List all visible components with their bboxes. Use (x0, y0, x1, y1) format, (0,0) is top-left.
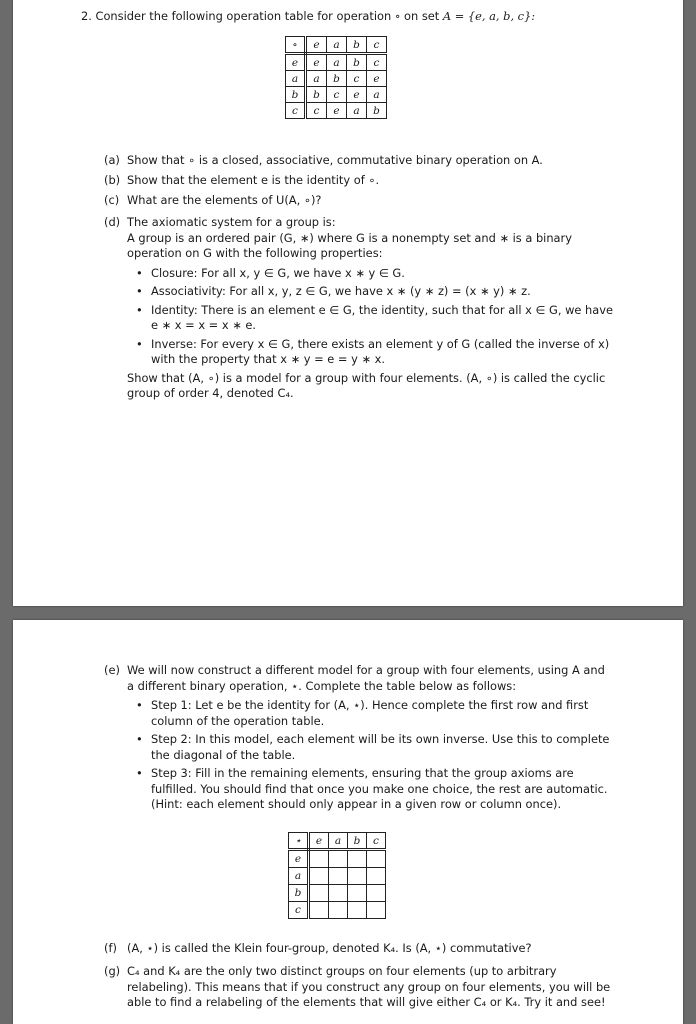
empty-cell[interactable] (329, 902, 348, 919)
table-cell: a (306, 71, 327, 87)
table-row (289, 885, 386, 902)
table-row (289, 902, 386, 919)
empty-cell[interactable] (329, 868, 348, 885)
table-header-cell: e (306, 37, 327, 54)
operation-table-star (288, 832, 386, 919)
table-row (289, 850, 386, 868)
intro-tail: on set (404, 9, 440, 23)
table-header-cell: a (327, 37, 347, 54)
table-header-cell: c (367, 37, 387, 54)
steps-list (127, 698, 613, 813)
empty-cell[interactable] (309, 850, 329, 868)
list-item: • Identity: There is an element e ∈ G, the identity, such that for all x ∈ G, we have e ∗ x = x = x ∗ e. (127, 303, 613, 334)
table-header-row (286, 37, 387, 54)
problem-intro (81, 9, 535, 25)
empty-cell[interactable] (348, 868, 367, 885)
empty-cell[interactable] (309, 885, 329, 902)
table-row-label: a (289, 868, 309, 885)
table-row-label: e (286, 54, 306, 71)
part-b-label: (b) (104, 173, 121, 187)
part-f-text: (A, ⋆) is called the Klein four-group, denoted K₄. Is (A, ⋆) commutative? (127, 941, 532, 955)
table-cell: e (347, 87, 367, 103)
page-1 (13, 0, 683, 606)
table-header-row (289, 833, 386, 850)
intro-text: Consider the following operation table for operation (95, 9, 392, 23)
table-row-label: e (289, 850, 309, 868)
op-symbol: ∘ (394, 9, 401, 23)
part-e-body (127, 663, 613, 816)
part-f-label: (f) (104, 941, 117, 955)
part-g-text: C₄ and K₄ are the only two distinct groups on four elements (up to arbitrary relabeling). This means that if you construct any group on four elements, you will be able to find a relabeling of the elements that will give either C₄ or K₄. Try it and see! (127, 964, 611, 1009)
table-row-label: a (286, 71, 306, 87)
part-c-label: (c) (104, 193, 120, 207)
list-item: • Associativity: For all x, y, z ∈ G, we have x ∗ (y ∗ z) = (x ∗ y) ∗ z. (127, 284, 613, 300)
empty-cell[interactable] (309, 902, 329, 919)
table-row (286, 54, 387, 71)
table-row (289, 868, 386, 885)
set-definition: A = {e, a, b, c}: (442, 9, 536, 23)
part-c-text: What are the elements of U(A, ∘)? (127, 193, 322, 207)
part-e-label: (e) (104, 663, 120, 677)
empty-cell[interactable] (367, 850, 386, 868)
list-item: • Closure: For all x, y ∈ G, we have x ∗ y ∈ G. (127, 266, 613, 282)
list-item: • Step 1: Let e be the identity for (A, ⋆). Hence complete the first row and first column of the operation table. (127, 698, 613, 729)
table-cell: e (306, 54, 327, 71)
empty-cell[interactable] (367, 902, 386, 919)
operation-table-circ (285, 36, 387, 119)
empty-cell[interactable] (329, 885, 348, 902)
table-header-cell: a (329, 833, 348, 850)
table-row (286, 103, 387, 119)
empty-cell[interactable] (348, 902, 367, 919)
empty-cell[interactable] (367, 885, 386, 902)
empty-cell[interactable] (309, 868, 329, 885)
table-row-label: c (289, 902, 309, 919)
table-cell: a (347, 103, 367, 119)
part-d-line2: A group is an ordered pair (G, ∗) where G is a nonempty set and ∗ is a binary operation on G with the following properties: (127, 230, 572, 260)
list-item: • Step 3: Fill in the remaining elements, ensuring that the group axioms are fulfilled. You should find that once you make one choice, the rest are automatic. (Hint: each element should only appear in a given row or column once). (127, 766, 613, 813)
table-cell: c (367, 54, 387, 71)
table-cell: b (367, 103, 387, 119)
part-d-closing: Show that (A, ∘) is a model for a group with four elements. (A, ∘) is called the cyclic group of order 4, denoted C₄. (127, 370, 606, 400)
table-cell: b (327, 71, 347, 87)
table-cell: c (306, 103, 327, 119)
table-row-label: b (289, 885, 309, 902)
part-e-text: We will now construct a different model for a group with four elements, using A and a different binary operation, ⋆. Complete the table below as follows: (127, 663, 605, 693)
part-a-label: (a) (104, 153, 120, 167)
list-item: • Step 2: In this model, each element will be its own inverse. Use this to complete the diagonal of the table. (127, 732, 613, 763)
part-g-label: (g) (104, 964, 121, 978)
table-cell: e (327, 103, 347, 119)
group-axioms-list (127, 266, 613, 368)
empty-cell[interactable] (329, 850, 348, 868)
table-header-cell: e (309, 833, 329, 850)
part-b-text: Show that the element e is the identity of ∘. (127, 173, 380, 187)
part-d-body (127, 215, 613, 402)
table-cell: b (347, 54, 367, 71)
table-header-cell: b (347, 37, 367, 54)
table-header-cell: b (348, 833, 367, 850)
problem-number: 2. (81, 9, 92, 23)
part-d-line1: The axiomatic system for a group is: (127, 215, 336, 229)
table-cell: e (367, 71, 387, 87)
table-cell: b (306, 87, 327, 103)
table-cell: a (327, 54, 347, 71)
table-header-cell: c (367, 833, 386, 850)
page-2 (13, 620, 683, 1024)
table-cell: c (347, 71, 367, 87)
list-item: • Inverse: For every x ∈ G, there exists an element y of G (called the inverse of x) with the property that x ∗ y = e = y ∗ x. (127, 337, 613, 368)
table-corner-symbol: ∘ (286, 37, 306, 54)
table-row (286, 71, 387, 87)
table-row (286, 87, 387, 103)
table-cell: a (367, 87, 387, 103)
table-cell: c (327, 87, 347, 103)
empty-cell[interactable] (348, 850, 367, 868)
empty-cell[interactable] (367, 868, 386, 885)
table-corner-symbol: ⋆ (289, 833, 309, 850)
table-row-label: c (286, 103, 306, 119)
table-row-label: b (286, 87, 306, 103)
empty-cell[interactable] (348, 885, 367, 902)
part-a-text: Show that ∘ is a closed, associative, commutative binary operation on A. (127, 153, 543, 167)
part-d-label: (d) (104, 215, 121, 229)
